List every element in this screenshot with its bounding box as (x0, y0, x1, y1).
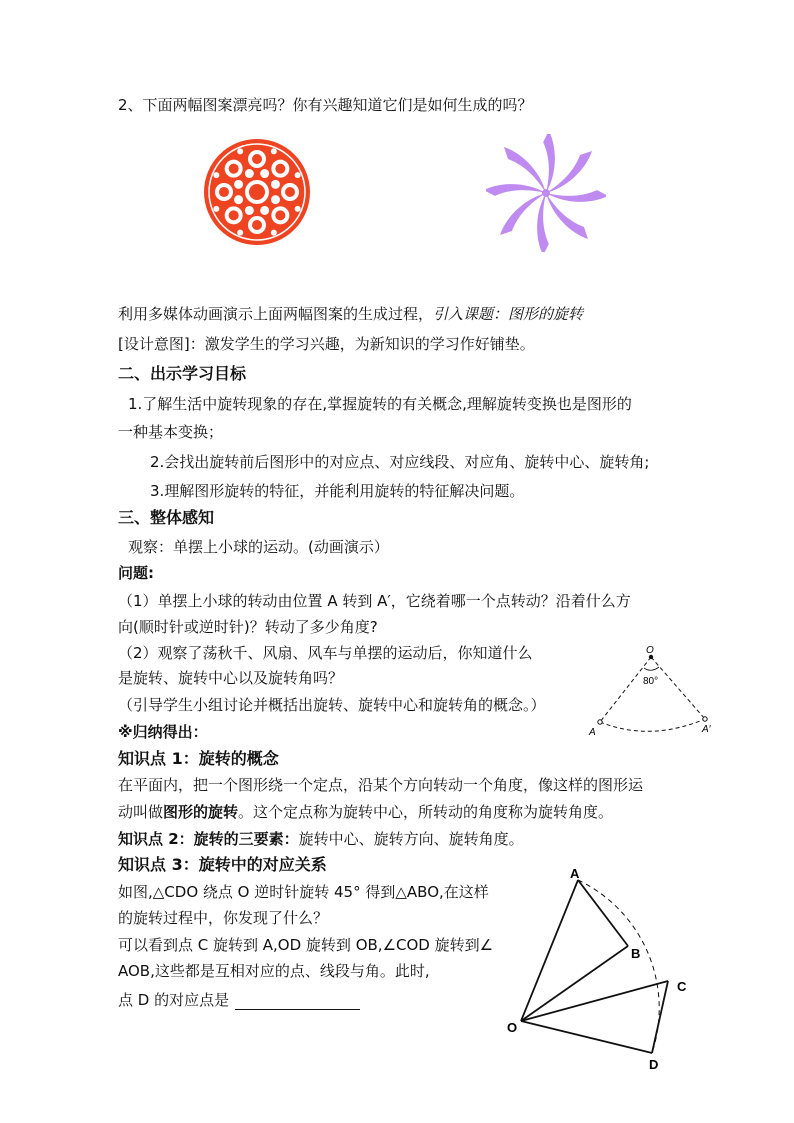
goal-1b: 一种基本变换； (118, 423, 224, 441)
point-o-label: O (507, 1020, 518, 1035)
intro-line (118, 304, 583, 324)
knowledge-3-line1: 如图,△CDO 绕点 O 逆时针旋转 45° 得到△ABO,在这样 (118, 883, 489, 901)
k1-text-a: 动叫做 (118, 803, 164, 821)
purple-swirl-image (486, 134, 606, 252)
conclude-label: ※归纳得出： (118, 723, 208, 741)
knowledge-3-line2: 的旋转过程中，你发现了什么？ (118, 909, 329, 927)
knowledge-3-line5 (118, 990, 360, 1010)
intro-text: 利用多媒体动画演示上面两幅图案的生成过程， (118, 305, 434, 323)
red-pattern-image (203, 138, 311, 246)
point-d-label: D (649, 1057, 659, 1072)
answer-blank[interactable] (235, 995, 360, 1010)
goal-3: 3.理解图形旋转的特征，并能利用旋转的特征解决问题。 (150, 482, 525, 500)
point-b-label: B (631, 946, 641, 961)
question-2b: 是旋转、旋转中心以及旋转角吗？ (118, 669, 344, 687)
design-intent: [设计意图]：激发学生的学习兴趣，为新知识的学习作好铺垫。 (118, 335, 535, 353)
intro-topic: 引入课题：图形的旋转 (433, 305, 584, 323)
k1-text-c: 。这个定点称为旋转中心，所转动的角度称为旋转角度。 (238, 803, 614, 821)
goal-1a: 1.了解生活中旋转现象的存在,掌握旋转的有关概念,理解旋转变换也是图形的 (128, 395, 632, 413)
question-2: 2、下面两幅图案漂亮吗？你有兴趣知道它们是如何生成的吗？ (118, 96, 533, 114)
knowledge-1-line2 (118, 802, 613, 822)
knowledge-3-title: 知识点 3：旋转中的对应关系 (118, 855, 327, 874)
k1-term: 图形的旋转 (163, 803, 239, 821)
guide-text: （引导学生小组讨论并概括出旋转、旋转中心和旋转角的概念。） (118, 696, 546, 714)
point-a-label: A (570, 866, 580, 881)
knowledge-2-title: 知识点 2：旋转的三要素： (118, 830, 299, 848)
label-o: O (646, 645, 654, 656)
point-c-label: C (677, 979, 687, 994)
goal-2: 2.会找出旋转前后图形中的对应点、对应线段、对应角、旋转中心、旋转角; (150, 453, 650, 471)
section-3-title: 三、整体感知 (118, 508, 215, 527)
question-prompt: 点 D 的对应点是 (118, 991, 230, 1009)
observe-text: 观察：单摆上小球的运动。(动画演示） (128, 538, 389, 556)
label-a: A (589, 727, 596, 738)
knowledge-3-line3: 可以看到点 C 旋转到 A,OD 旋转到 OB,∠COD 旋转到∠ (118, 936, 494, 954)
question-2a: （2）观察了荡秋千、风扇、风车与单摆的运动后，你知道什么 (118, 644, 533, 662)
question-1b: 向(顺时针或逆时针)？转动了多少角度? (118, 618, 378, 636)
rotation-diagram (500, 866, 700, 1076)
section-2-title: 二、出示学习目标 (118, 364, 247, 383)
question-1a: （1）单摆上小球的转动由位置 A 转到 A′，它绕着哪一个点转动？沿着什么方 (118, 592, 631, 610)
knowledge-3-line4: AOB,这些都是互相对应的点、线段与角。此时, (118, 962, 430, 980)
label-a-prime: A′ (702, 724, 711, 735)
knowledge-1-line1: 在平面内，把一个图形绕一个定点，沿某个方向转动一个角度，像这样的图形运 (118, 776, 644, 794)
label-80-degree: 80° (643, 676, 659, 687)
knowledge-2-line (118, 829, 524, 849)
knowledge-1-title: 知识点 1：旋转的概念 (118, 749, 279, 768)
pendulum-diagram (584, 640, 724, 740)
knowledge-2-text: 旋转中心、旋转方向、旋转角度。 (298, 830, 524, 848)
questions-label: 问题: (118, 564, 154, 582)
